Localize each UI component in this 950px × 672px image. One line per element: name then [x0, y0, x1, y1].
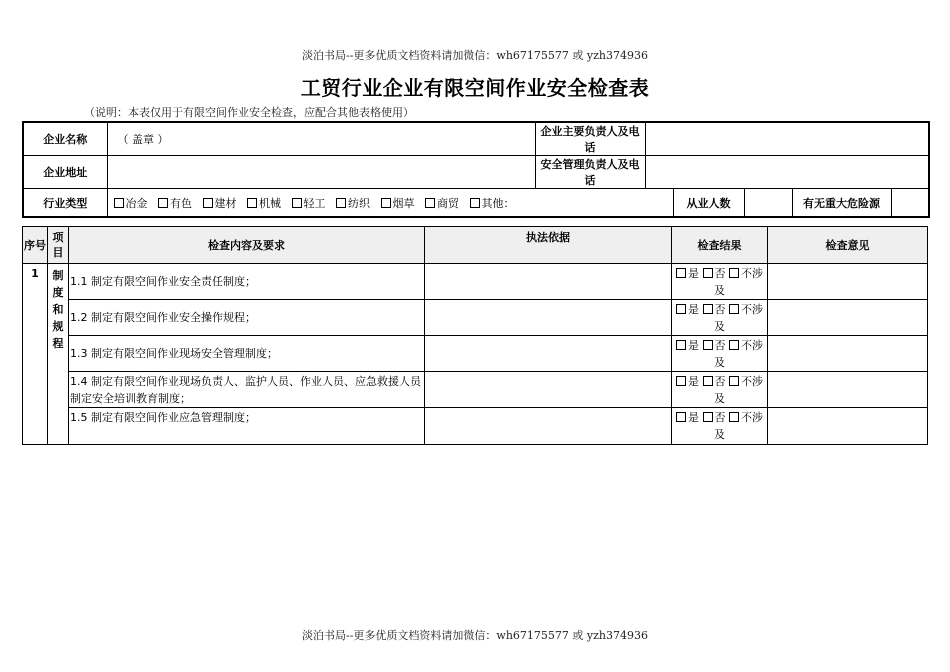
header-opinion: 检查意见: [768, 227, 928, 264]
result-yes[interactable]: 是: [676, 267, 699, 280]
basis-field[interactable]: [425, 408, 672, 445]
industry-option[interactable]: 纺织: [336, 197, 370, 210]
result-no[interactable]: 否: [703, 375, 726, 388]
checkbox-icon: [676, 376, 686, 386]
checkbox-icon: [729, 412, 739, 422]
header-no: 序号: [23, 227, 48, 264]
document-subtitle: （说明：本表仅用于有限空间作业安全检查，应配合其他表格使用）: [84, 106, 414, 119]
section-category: 制度和规程: [48, 264, 69, 445]
result-yes[interactable]: 是: [676, 411, 699, 424]
header-result: 检查结果: [672, 227, 768, 264]
company-info-table: [22, 121, 930, 218]
table-row: [23, 372, 928, 408]
industry-option[interactable]: 机械: [247, 197, 281, 210]
result-yes[interactable]: 是: [676, 375, 699, 388]
basis-field[interactable]: [425, 300, 672, 336]
result-na[interactable]: 不涉及: [714, 374, 763, 405]
checkbox-icon: [676, 268, 686, 278]
document-title: 工贸行业企业有限空间作业安全检查表: [300, 76, 650, 100]
result-na[interactable]: 不涉及: [714, 302, 763, 333]
checkbox-icon: [336, 198, 346, 208]
footer-watermark-note: 淡泊书局--更多优质文档资料请加微信：wh67175577 或 yzh374936: [302, 629, 648, 642]
checkbox-icon: [247, 198, 257, 208]
opinion-field[interactable]: [768, 336, 928, 372]
industry-option[interactable]: 有色: [158, 197, 192, 210]
industry-option[interactable]: 轻工: [292, 197, 326, 210]
table-row: [23, 264, 928, 300]
industry-options: [107, 189, 673, 218]
checkbox-icon: [703, 268, 713, 278]
result-na[interactable]: 不涉及: [714, 411, 763, 441]
employees-field[interactable]: [744, 189, 792, 218]
industry-type-label: 行业类型: [23, 189, 107, 218]
result-options: [672, 300, 768, 336]
header-basis: 执法依据: [425, 227, 672, 264]
result-no[interactable]: 否: [703, 339, 726, 352]
check-content: 1.2 制定有限空间作业安全操作规程；: [69, 300, 425, 336]
section-number: 1: [23, 264, 48, 445]
check-content: 1.5 制定有限空间作业应急管理制度；: [69, 408, 425, 445]
check-content: 1.1 制定有限空间作业安全责任制度；: [69, 264, 425, 300]
result-na[interactable]: 不涉及: [714, 266, 763, 297]
check-content: 1.3 制定有限空间作业现场安全管理制度；: [69, 336, 425, 372]
result-no[interactable]: 否: [703, 303, 726, 316]
checkbox-icon: [703, 376, 713, 386]
employees-label: 从业人数: [673, 189, 744, 218]
checkbox-icon: [114, 198, 124, 208]
checkbox-icon: [381, 198, 391, 208]
result-options: [672, 336, 768, 372]
opinion-field[interactable]: [768, 300, 928, 336]
table-row: [23, 300, 928, 336]
checkbox-icon: [729, 340, 739, 350]
industry-option[interactable]: 商贸: [425, 197, 459, 210]
result-no[interactable]: 否: [703, 267, 726, 280]
basis-field[interactable]: [425, 336, 672, 372]
checkbox-icon: [676, 340, 686, 350]
checkbox-icon: [703, 304, 713, 314]
opinion-field[interactable]: [768, 372, 928, 408]
principal-field[interactable]: [645, 122, 929, 156]
major-hazard-label: 有无重大危险源: [792, 189, 891, 218]
industry-option[interactable]: 其他：: [470, 197, 515, 210]
checkbox-icon: [703, 412, 713, 422]
table-header-row: [23, 227, 928, 264]
checkbox-icon: [292, 198, 302, 208]
address-label: 企业地址: [23, 156, 107, 189]
check-content: 1.4 制定有限空间作业现场负责人、监护人员、作业人员、应急救援人员制定安全培训教育制度；: [69, 372, 425, 408]
basis-field[interactable]: [425, 264, 672, 300]
checkbox-icon: [425, 198, 435, 208]
result-options: [672, 264, 768, 300]
basis-field[interactable]: [425, 372, 672, 408]
result-yes[interactable]: 是: [676, 339, 699, 352]
table-row: [23, 336, 928, 372]
header-watermark-note: 淡泊书局--更多优质文档资料请加微信：wh67175577 或 yzh374936: [302, 49, 648, 62]
result-na[interactable]: 不涉及: [714, 338, 763, 369]
industry-option[interactable]: 冶金: [114, 197, 148, 210]
safety-manager-label: 安全管理负责人及电话: [535, 156, 645, 189]
header-item: 项目: [48, 227, 69, 264]
checkbox-icon: [729, 304, 739, 314]
result-options: [672, 408, 768, 445]
major-hazard-field[interactable]: [891, 189, 929, 218]
opinion-field[interactable]: [768, 264, 928, 300]
safety-manager-field[interactable]: [645, 156, 929, 189]
company-name-field[interactable]: [107, 122, 535, 156]
company-name-label: 企业名称: [23, 122, 107, 156]
checkbox-icon: [703, 340, 713, 350]
opinion-field[interactable]: [768, 408, 928, 445]
industry-option[interactable]: 建材: [203, 197, 237, 210]
result-yes[interactable]: 是: [676, 303, 699, 316]
inspection-checklist-table: [22, 226, 928, 445]
checkbox-icon: [470, 198, 480, 208]
company-name-value: （ 盖章 ）: [117, 133, 169, 146]
checkbox-icon: [203, 198, 213, 208]
checkbox-icon: [729, 376, 739, 386]
industry-option[interactable]: 烟草: [381, 197, 415, 210]
checkbox-icon: [676, 304, 686, 314]
result-no[interactable]: 否: [703, 411, 726, 424]
table-row: [23, 408, 928, 445]
header-content: 检查内容及要求: [69, 227, 425, 264]
principal-label: 企业主要负责人及电话: [535, 122, 645, 156]
checkbox-icon: [158, 198, 168, 208]
checkbox-icon: [676, 412, 686, 422]
checkbox-icon: [729, 268, 739, 278]
result-options: [672, 372, 768, 408]
address-field[interactable]: [107, 156, 535, 189]
